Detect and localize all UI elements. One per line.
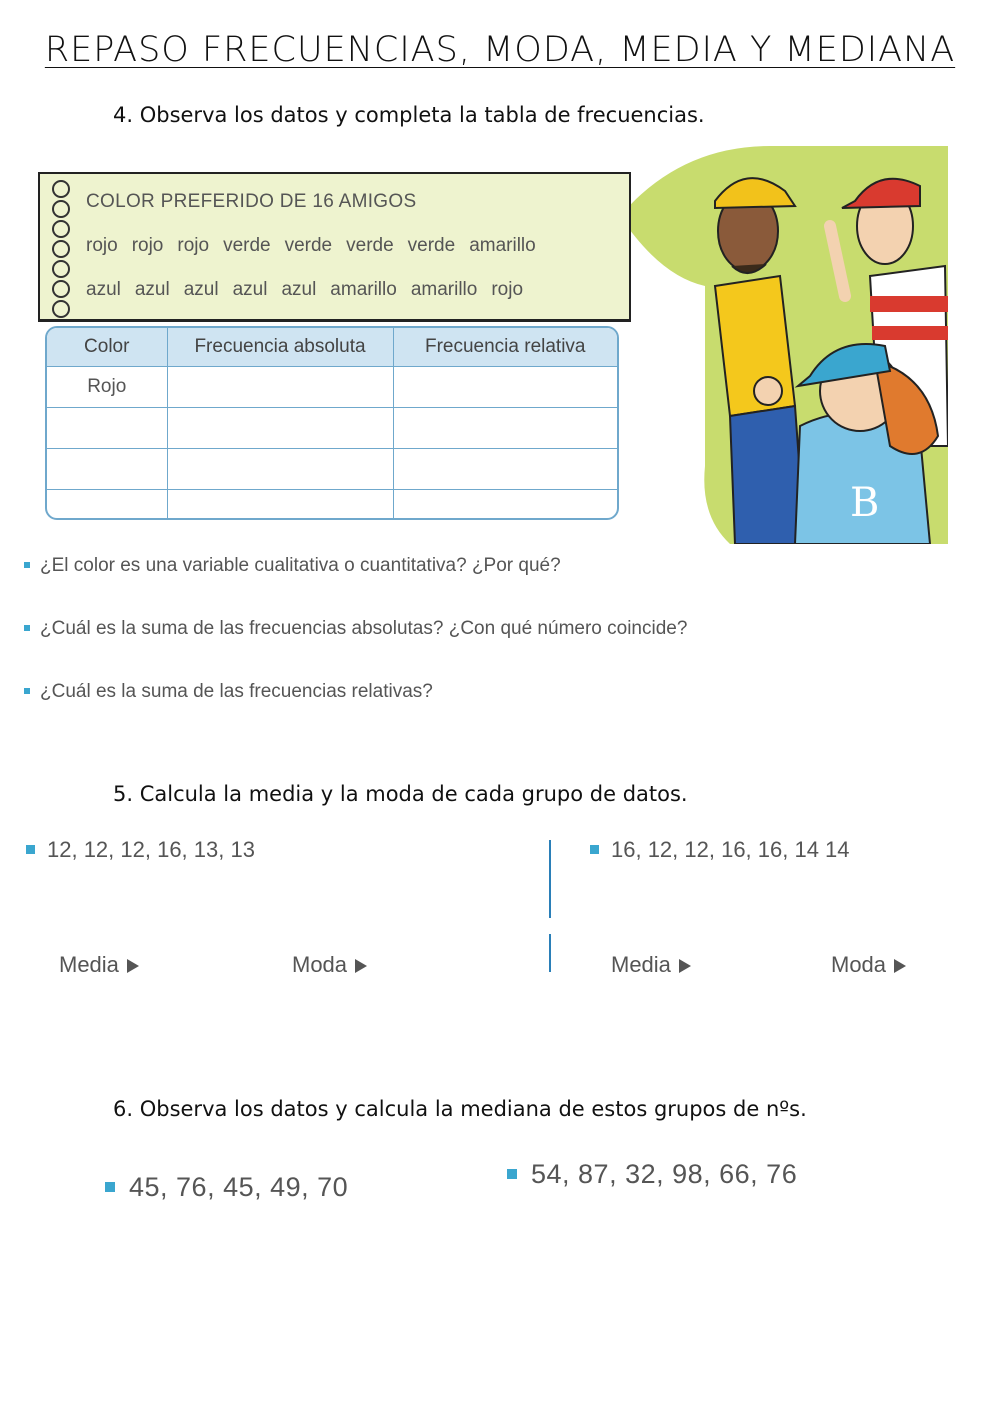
bullet-icon [24,562,30,568]
moda-label: Moda [292,952,348,977]
spiral-ring-icon [52,180,70,198]
frequency-table [45,326,619,520]
data-word: amarillo [469,235,536,256]
median-data-left [105,1172,348,1203]
question-item [24,681,433,703]
bullet-icon [590,845,599,854]
median-data-right [507,1159,797,1190]
arrow-right-icon [894,959,906,973]
data-word: verde [407,235,456,256]
data-word: azul [183,279,219,300]
data-set-left [26,837,255,863]
spiral-ring-icon [52,260,70,278]
page-title: REPASO FRECUENCIAS, MODA, MEDIA Y MEDIANA [44,30,956,70]
data-word: verde [346,235,394,256]
data-word: rojo [86,235,118,256]
answer-cell[interactable] [167,490,393,521]
table-row [47,408,617,449]
divider [549,840,551,918]
cap-letter: B [850,480,880,526]
question-text: ¿Cuál es la suma de las frecuencias relativas? [40,681,433,702]
data-word: amarillo [330,279,397,300]
answer-cell[interactable] [47,449,167,490]
answer-cell[interactable] [167,367,393,408]
data-word: verde [284,235,333,256]
data-word: verde [223,235,271,256]
question-item [24,555,561,577]
moda-answer-left[interactable] [292,952,367,978]
data-values: 12, 12, 12, 16, 13, 13 [47,837,255,862]
card-data-row-1 [86,235,550,257]
color-cell: Rojo [47,367,167,408]
bullet-icon [105,1182,115,1192]
media-label: Media [59,952,119,977]
data-word: azul [134,279,170,300]
data-word: azul [86,279,121,300]
spiral-ring-icon [52,240,70,258]
column-header: Frecuencia relativa [393,328,617,367]
media-answer-right[interactable] [611,952,691,978]
divider [549,934,551,972]
answer-cell[interactable] [47,408,167,449]
spiral-ring-icon [52,200,70,218]
data-word: azul [281,279,317,300]
table-row [47,490,617,521]
question-text: ¿El color es una variable cualitativa o cuantitativa? ¿Por qué? [40,555,561,576]
table-header-row [47,328,617,367]
card-data-row-2 [86,279,537,301]
arrow-right-icon [679,959,691,973]
answer-cell[interactable] [47,490,167,521]
arrow-right-icon [127,959,139,973]
moda-label: Moda [831,952,887,977]
bullet-icon [24,625,30,631]
spiral-ring-icon [52,300,70,318]
moda-answer-right[interactable] [831,952,906,978]
bullet-icon [24,688,30,694]
exercise-4-heading: 4. Observa los datos y completa la tabla de frecuencias. [113,103,705,127]
column-header: Color [47,328,167,367]
spiral-ring-icon [52,220,70,238]
bullet-icon [507,1169,517,1179]
data-set-right [590,837,850,863]
data-word: azul [232,279,268,300]
spiral-ring-icon [52,280,70,298]
data-word: rojo [491,279,524,300]
answer-cell[interactable] [393,490,617,521]
exercise-5-heading: 5. Calcula la media y la moda de cada grupo de datos. [113,782,688,806]
data-word: rojo [131,235,164,256]
media-answer-left[interactable] [59,952,139,978]
exercise-6-heading: 6. Observa los datos y calcula la mediana de estos grupos de nºs. [113,1097,807,1121]
question-text: ¿Cuál es la suma de las frecuencias absolutas? ¿Con qué número coincide? [40,618,688,639]
answer-cell[interactable] [393,367,617,408]
answer-cell[interactable] [393,408,617,449]
arrow-right-icon [355,959,367,973]
media-label: Media [611,952,671,977]
card-title: COLOR PREFERIDO DE 16 AMIGOS [86,191,417,212]
data-values: 54, 87, 32, 98, 66, 76 [531,1159,798,1189]
answer-cell[interactable] [393,449,617,490]
data-word: amarillo [410,279,478,300]
table-row [47,449,617,490]
column-header: Frecuencia absoluta [167,328,393,367]
table-row [47,367,617,408]
data-values: 45, 76, 45, 49, 70 [129,1172,349,1202]
question-item [24,618,687,640]
kids-illustration [620,146,948,544]
data-values: 16, 12, 12, 16, 16, 14 14 [611,837,850,862]
answer-cell[interactable] [167,449,393,490]
data-word: rojo [177,235,210,256]
answer-cell[interactable] [167,408,393,449]
bullet-icon [26,845,35,854]
